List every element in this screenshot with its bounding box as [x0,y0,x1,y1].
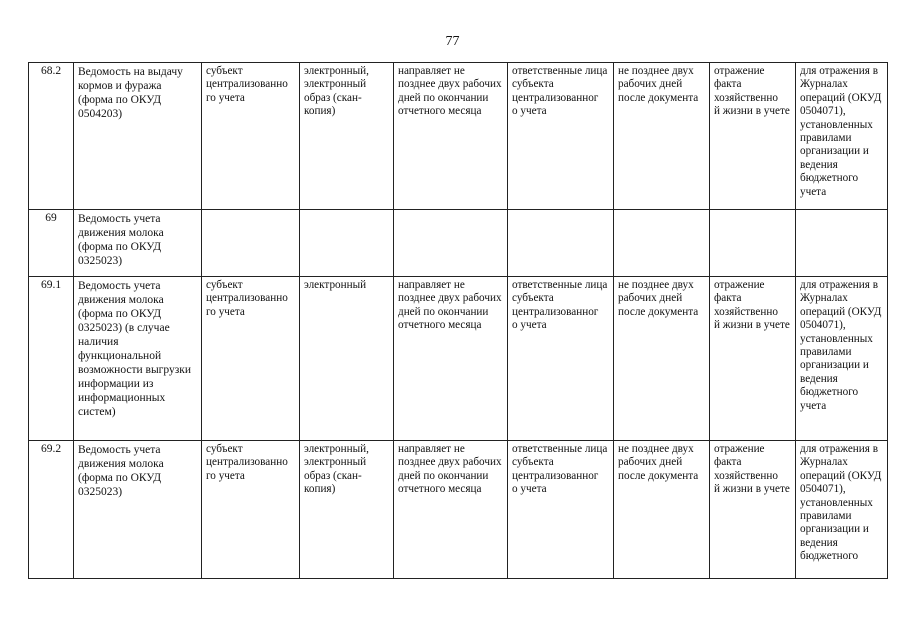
document-name: Ведомость учета движения молока (форма по ОКУД 0325023) [74,441,202,579]
row-number: 68.2 [29,63,74,210]
purpose-cell: для отражения в Журналах операций (ОКУД 0504071), установленных правилами организации и ведения бюджетного [796,441,888,579]
deadline-cell: не позднее двух рабочих дней после документа [614,277,710,441]
document-table [28,62,888,579]
action-cell: направляет не позднее двух рабочих дней по окончании отчетного месяца [394,63,508,210]
format-cell: электронный [300,277,394,441]
deadline-cell: не позднее двух рабочих дней после документа [614,441,710,579]
deadline-cell [614,210,710,277]
row-number: 69.1 [29,277,74,441]
format-cell [300,210,394,277]
purpose-cell: для отражения в Журналах операций (ОКУД 0504071), установленных правилами организации и ведения бюджетного учета [796,277,888,441]
document-name: Ведомость учета движения молока (форма по ОКУД 0325023) (в случае наличия функциональной возможности выгрузки информации из информационных систем) [74,277,202,441]
row-number: 69 [29,210,74,277]
format-cell: электронный, электронный образ (скан- копия) [300,63,394,210]
deadline-cell: не позднее двух рабочих дней после документа [614,63,710,210]
row-number: 69.2 [29,441,74,579]
action-cell: направляет не позднее двух рабочих дней по окончании отчетного месяца [394,441,508,579]
page-number: 77 [445,34,460,49]
purpose-cell: для отражения в Журналах операций (ОКУД 0504071), установленных правилами организации и ведения бюджетного учета [796,63,888,210]
reflection-cell: отражение факта хозяйственно й жизни в учете [710,63,796,210]
table-row [29,63,888,210]
format-cell: электронный, электронный образ (скан- копия) [300,441,394,579]
action-cell: направляет не позднее двух рабочих дней по окончании отчетного месяца [394,277,508,441]
reflection-cell: отражение факта хозяйственно й жизни в учете [710,277,796,441]
reflection-cell [710,210,796,277]
document-name: Ведомость на выдачу кормов и фуража (форма по ОКУД 0504203) [74,63,202,210]
subject-cell: субъект централизованно го учета [202,277,300,441]
document-name: Ведомость учета движения молока (форма по ОКУД 0325023) [74,210,202,277]
purpose-cell [796,210,888,277]
subject-cell [202,210,300,277]
subject-cell: субъект централизованно го учета [202,63,300,210]
table-row [29,441,888,579]
responsible-cell: ответственные лица субъекта централизованног о учета [508,277,614,441]
table-row [29,277,888,441]
action-cell [394,210,508,277]
subject-cell: субъект централизованно го учета [202,441,300,579]
reflection-cell: отражение факта хозяйственно й жизни в учете [710,441,796,579]
responsible-cell: ответственные лица субъекта централизованног о учета [508,441,614,579]
table-row [29,210,888,277]
responsible-cell: ответственные лица субъекта централизованног о учета [508,63,614,210]
responsible-cell [508,210,614,277]
